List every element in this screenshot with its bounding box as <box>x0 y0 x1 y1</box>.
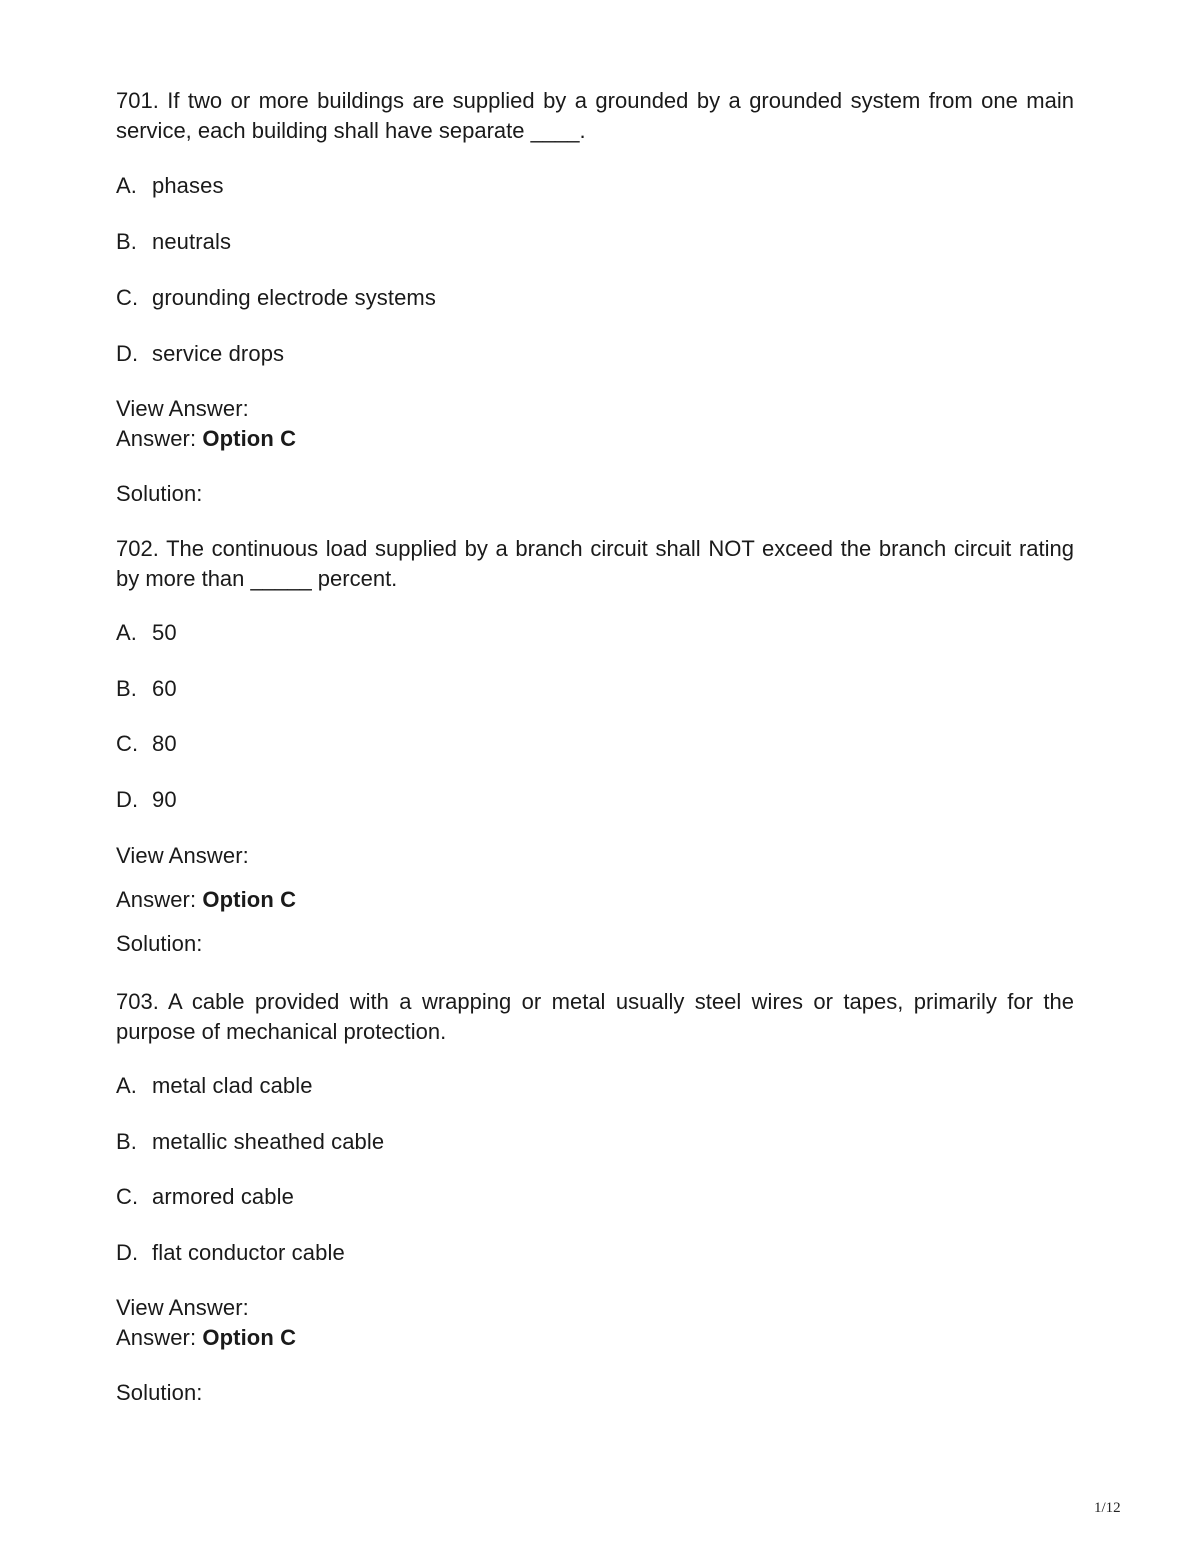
option-letter: D. <box>116 1240 139 1265</box>
answer-line <box>116 424 296 454</box>
answer-value: Option C <box>202 887 297 912</box>
option-text: flat conductor cable <box>152 1240 345 1265</box>
option-d <box>116 339 284 369</box>
question-text: 702. The continuous load supplied by a branch circuit shall NOT exceed the branch circuit rating by more than _____ percent. <box>116 536 1074 591</box>
page-number: 1/12 <box>1094 1500 1121 1516</box>
view-answer-link[interactable]: View Answer: <box>116 396 249 421</box>
option-text: 50 <box>152 620 177 645</box>
option-letter: A. <box>116 1073 137 1098</box>
answer-prefix: Answer: <box>116 426 203 451</box>
option-a <box>116 1071 313 1101</box>
option-text: 80 <box>152 731 177 756</box>
solution-label: Solution: <box>116 1380 203 1405</box>
option-letter: D. <box>116 787 139 812</box>
answer-value: Option C <box>202 426 297 451</box>
view-answer-link[interactable]: View Answer: <box>116 1295 249 1320</box>
option-b <box>116 227 231 257</box>
answer-prefix: Answer: <box>116 1325 203 1350</box>
question-text: 703. A cable provided with a wrapping or metal usually steel wires or tapes, primarily for the purpose of mechanical protection. <box>116 989 1074 1044</box>
answer-prefix: Answer: <box>116 887 203 912</box>
question-text: 701. If two or more buildings are supplied by a grounded by a grounded system from one main service, each building shall have separate ____. <box>116 88 1074 143</box>
option-letter: C. <box>116 731 139 756</box>
option-text: metallic sheathed cable <box>152 1129 385 1154</box>
option-letter: C. <box>116 285 139 310</box>
option-text: armored cable <box>152 1184 294 1209</box>
view-answer-link[interactable]: View Answer: <box>116 843 249 868</box>
option-text: 90 <box>152 787 177 812</box>
option-text: 60 <box>152 676 177 701</box>
option-letter: B. <box>116 676 137 701</box>
option-c <box>116 283 436 313</box>
option-letter: B. <box>116 1129 137 1154</box>
answer-value: Option C <box>202 1325 297 1350</box>
solution-label: Solution: <box>116 481 203 506</box>
option-b <box>116 674 177 704</box>
option-c <box>116 1182 294 1212</box>
option-c <box>116 729 177 759</box>
solution-label: Solution: <box>116 931 203 956</box>
option-text: neutrals <box>152 229 232 254</box>
option-a <box>116 618 177 648</box>
option-b <box>116 1127 384 1157</box>
option-letter: C. <box>116 1184 139 1209</box>
option-letter: D. <box>116 341 139 366</box>
option-letter: B. <box>116 229 137 254</box>
option-text: phases <box>152 173 224 198</box>
option-d <box>116 1238 345 1268</box>
option-text: grounding electrode systems <box>152 285 436 310</box>
option-letter: A. <box>116 620 137 645</box>
answer-line <box>116 885 296 915</box>
option-d <box>116 785 177 815</box>
option-text: metal clad cable <box>152 1073 313 1098</box>
option-letter: A. <box>116 173 137 198</box>
answer-line <box>116 1323 296 1353</box>
option-a <box>116 171 224 201</box>
option-text: service drops <box>152 341 285 366</box>
